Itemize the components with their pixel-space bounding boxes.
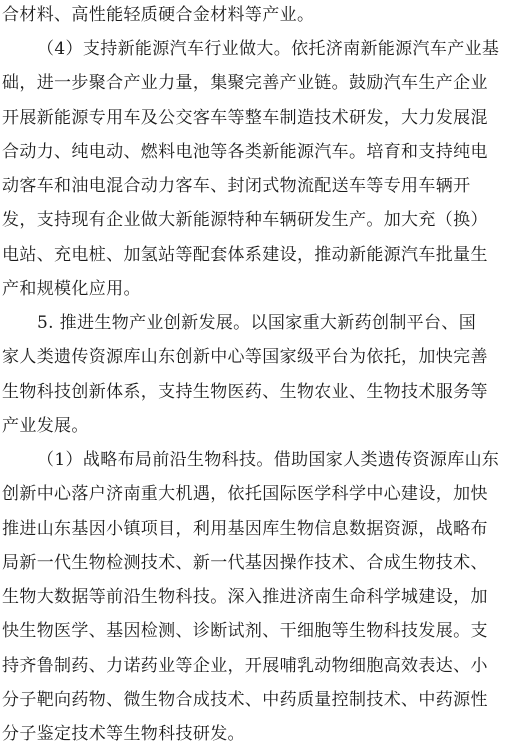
text-line: 开展新能源专用车及公交客车等整车制造技术研发，大力发展混 bbox=[2, 107, 488, 128]
text-line: 创新中心落户济南重大机遇，依托国际医学科学中心建设，加快 bbox=[2, 484, 488, 505]
text-line: 分子鉴定技术等生物科技研发。 bbox=[2, 724, 245, 744]
text-line: 产业发展。 bbox=[2, 415, 89, 436]
text-line: 生物科技创新体系，支持生物医药、生物农业、生物技术服务等 bbox=[2, 381, 488, 402]
text-line: 产和规模化应用。 bbox=[2, 278, 141, 299]
text-line: 发，支持现有企业做大新能源特种车辆研发生产。加大充（换） bbox=[2, 210, 488, 231]
text-line: 电站、充电桩、加氢站等配套体系建设，推动新能源汽车批量生 bbox=[2, 244, 488, 265]
paragraph-first-line: （4）支持新能源汽车行业做大。依托济南新能源汽车产业基 bbox=[37, 39, 500, 60]
text-line: 家人类遗传资源库山东创新中心等国家级平台为依托，加快完善 bbox=[2, 347, 488, 368]
paragraph-first-line: （1）战略布局前沿生物科技。借助国家人类遗传资源库山东 bbox=[37, 450, 500, 471]
text-line: 分子靶向药物、微生物合成技术、中药质量控制技术、中药源性 bbox=[2, 689, 488, 710]
text-line: 持齐鲁制药、力诺药业等企业，开展哺乳动物细胞高效表达、小 bbox=[2, 655, 488, 676]
text-line: 动客车和油电混合动力客车、封闭式物流配送车等专用车辆开 bbox=[2, 176, 471, 197]
text-line: 推进山东基因小镇项目，利用基因库生物信息数据资源，战略布 bbox=[2, 518, 488, 539]
paragraph-first-line: 5. 推进生物产业创新发展。以国家重大新药创制平台、国 bbox=[37, 313, 477, 334]
text-line: 合材料、高性能轻质硬合金材料等产业。 bbox=[2, 5, 315, 25]
text-line: 局新一代生物检测技术、新一代基因操作技术、合成生物技术、 bbox=[2, 552, 488, 573]
text-line: 生物大数据等前沿生物科技。深入推进济南生命科学城建设，加 bbox=[2, 587, 488, 608]
text-line: 础，进一步聚合产业力量，集聚完善产业链。鼓励汽车生产企业 bbox=[2, 73, 488, 94]
text-line: 快生物医学、基因检测、诊断试剂、干细胞等生物科技发展。支 bbox=[2, 621, 488, 642]
text-line: 合动力、纯电动、燃料电池等各类新能源汽车。培育和支持纯电 bbox=[2, 141, 488, 162]
